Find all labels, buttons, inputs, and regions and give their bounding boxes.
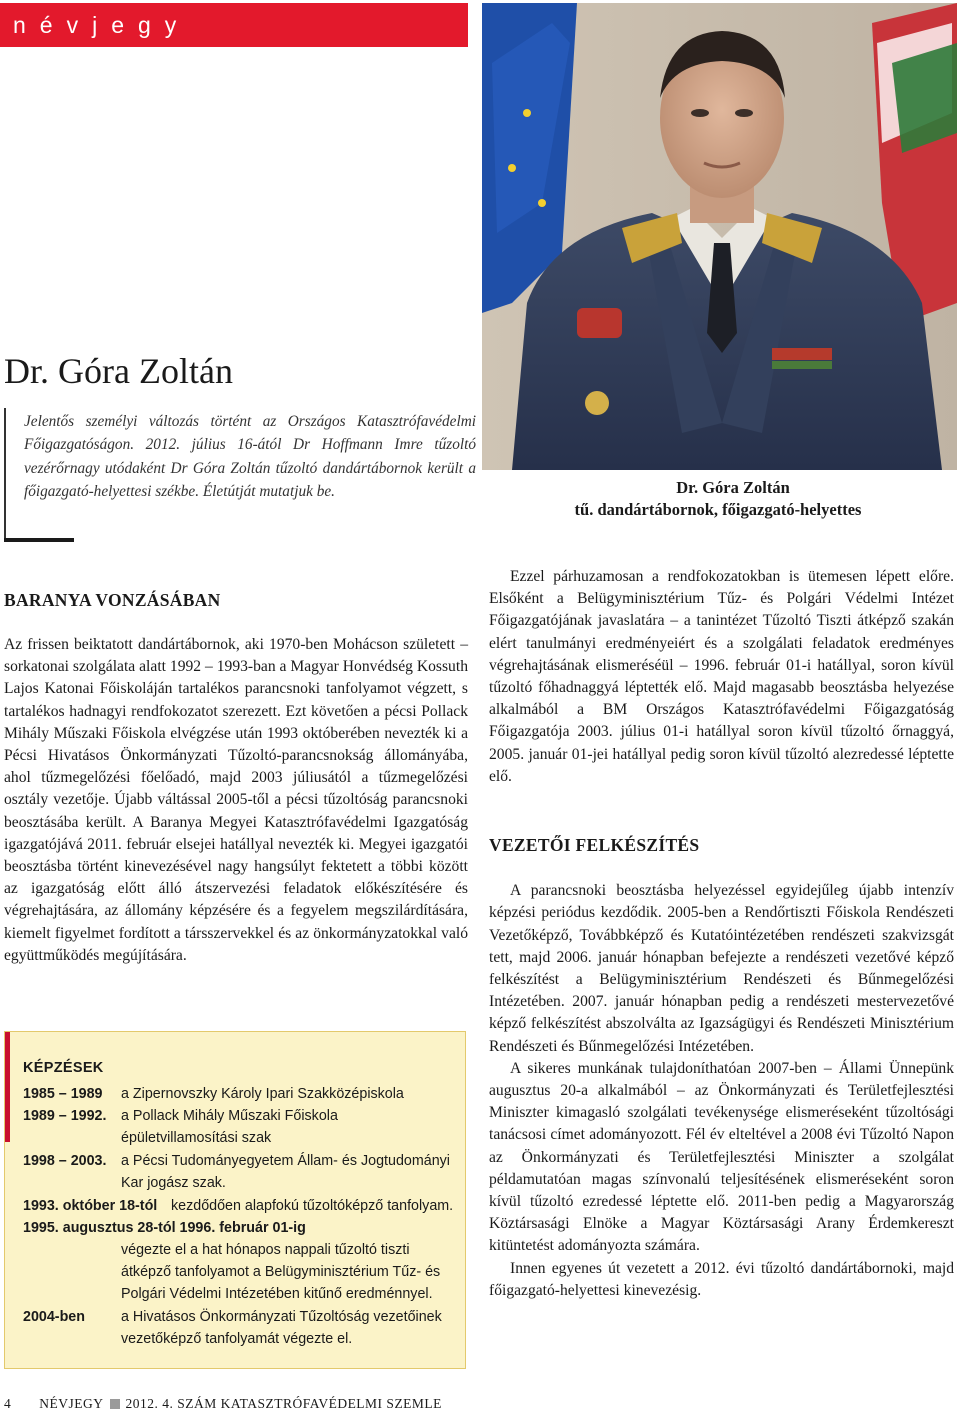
footer-section: NÉVJEGY (39, 1396, 104, 1411)
paragraph-ranks: Ezzel párhuzamosan a rendfokozatokban is ütemesen lépett előre. Elsőként a Belügyminisztérium Tűz- és Polgári Védelmi Intézet Főigazgatójának javaslatára – a tanintézet Tűzoltó Tiszti átképző szakán elért tanulmányi eredményeiért és a szolgálati feladatok eredményes végrehajtásának elismeréséül – 1996. február 01-i hatállyal, soron kívül tűzoltó főhadnaggyá léptették elő. Majd magasabb beosztásba helyezése alkalmából a BM Országos Katasztrófavédelmi Főigazgatóság Főigazgatója 2003. július 01-i hatállyal soron kívül tűzoltó őrnaggyá, 2005. január 01-jei hatállyal pedig soron kívül tűzoltó alezredessé léptette elő. (489, 568, 954, 785)
lead-rule-horizontal (4, 538, 74, 542)
training-text: végezte el a hat hónapos nappali tűzoltó tiszti átképző tanfolyamot a Belügyminisztérium Tűz- és Polgári Védelmi Intézetében kitűnő eredménnyel. (121, 1242, 441, 1302)
training-year: 1993. október 18-tól (23, 1198, 158, 1214)
training-year: 1995. augusztus 28-tól 1996. február 01-ig (23, 1220, 306, 1236)
training-text: a Hivatásos Önkormányzati Tűzoltóság vezetőinek vezetőképző tanfolyamát végezte el. (121, 1309, 442, 1347)
article-lead: Jelentős személyi változás történt az Országos Katasztrófavédelmi Főigazgatóságon. 2012. július 16-ától Dr Hoffmann Imre tűzoltó vezérőrnagy utódaként Dr Góra Zoltán tűzoltó dandártábornok került a főigazgató-helyettesi székbe. Életútját mutatjuk be. (24, 413, 476, 501)
paragraph-vezetoi-1: A parancsnoki beosztásba helyezéssel egyidejűleg újabb intenzív képzési periódus kezdődik. 2005-ben a Rendőrtiszti Főiskola Rendészeti Vezetőképző, Továbbképző és Kutatóintézetében rendészeti szakvizsgát tett, majd 2006. január hónapban befejezte a rendészeti vezetővé képző felkészítést a Belügyminisztérium Rendészeti és Bűnmegelőzési Intézetében. 2007. január hónapban pedig a rendészeti mestervezetővé képző felkészítést abszolválta az Igazságügyi és Rendészeti Minisztérium Rendészeti és Bűnmegelőzési Intézetében. (489, 882, 954, 1055)
footer-square-icon (110, 1399, 120, 1409)
page-footer (4, 1396, 442, 1412)
article-title: Dr. Góra Zoltán (4, 351, 233, 391)
page-number: 4 (4, 1396, 12, 1411)
section-heading-vezetoi: VEZETŐI FELKÉSZÍTÉS (489, 835, 700, 856)
training-year: 1998 – 2003. (23, 1153, 107, 1169)
trainings-box-accent (5, 1032, 10, 1142)
training-year: 1985 – 1989 (23, 1086, 103, 1102)
paragraph-baranya: Az frissen beiktatott dandártábornok, aki 1970-ben Mohácson született – sorkatonai szolgálata alatt 1992 – 1993-ban a Magyar Honvédség Kossuth Lajos Katonai Főiskoláján tartalékos parancsnoki tanfolyamot végzett, s tartalékos hadnagyi rendfokozatot szerezett. Ezt követően a pécsi Pollack Mihály Műszaki Főiskola elvégzése után 1993 októberében nevezték ki a Pécsi Hivatásos Önkormányzati Tűzoltó-parancsnokság állományába, ahol tűzmegelőzési főelőadó, majd 2003 júliusától a tűzmegelőzési osztály vezetője. Újabb váltással 2005-től a pécsi tűzoltóság parancsnoki beosztásába került. A Baranya Megyei Katasztrófavédelmi Igazgatóság igazgatójává 2011. február elsejei hatállyal nevezték ki. Megyei igazgatói beosztásba történt kinevezésével nagy hangsúlyt fektetett a többi között az igazgatóság előtt álló átszervezési feladatok előkészítésére és végrehajtására, az állomány képzésére és a fegyelem megszilárdítására, kiemelt figyelmet fordított a társszervekkel és az önkormányzatokkal való együttműködés megújítására. (4, 636, 468, 964)
training-text: a Zipernovszky Károly Ipari Szakközépiskola (121, 1086, 404, 1102)
section-text-baranya (4, 634, 468, 967)
training-year: 1989 – 1992. (23, 1108, 107, 1124)
training-text: a Pollack Mihály Műszaki Főiskola épületvillamosítási szak (121, 1108, 338, 1146)
footer-issue: 2012. 4. SZÁM KATASZTRÓFAVÉDELMI SZEMLE (125, 1396, 442, 1411)
section-header-label: névjegy (13, 12, 191, 38)
portrait-photo (478, 3, 957, 470)
training-text: a Pécsi Tudományegyetem Állam- és Jogtudományi Kar jogász szak. (121, 1153, 450, 1191)
section-header-bar (0, 3, 468, 47)
photo-caption-role: tű. dandártábornok, főigazgató-helyettes (574, 500, 862, 519)
right-column (489, 566, 954, 1302)
paragraph-vezetoi-3: Innen egyenes út vezetett a 2012. évi tűzoltó dandártábornoki, majd főigazgató-helyettesi kinevezésig. (489, 1259, 954, 1299)
trainings-box (4, 1031, 466, 1369)
lead-rule-vertical (4, 408, 6, 540)
training-year: 2004-ben (23, 1309, 85, 1325)
paragraph-vezetoi-2: A sikeres munkának tulajdoníthatóan 2007-ben – Állami Ünnepünk augusztus 20-a alkalmából – az Önkormányzati és Területfejlesztési Miniszter kimagasló szolgálati tevékenysége elismeréseként tűzoltósági tanácsosi címet adományozott. Fél év elteltével a 2008 évi Tűzoltó Napon az Önkormányzati és Területfejlesztési Miniszter a szolgálat példamutatóan magas színvonalú teljesítésének elismeréseként soron kívül tűzoltó ezredessé léptette elő. 2011-ben pedig a Magyarország Köztársasági Elnöke a Magyar Köztársasági Arany Érdemkereszt kitüntetést adományozta számára. (489, 1059, 954, 1255)
training-text: kezdődően alapfokú tűzoltóképző tanfolyam. (171, 1198, 454, 1214)
photo-caption-name: Dr. Góra Zoltán (676, 478, 790, 497)
section-heading-baranya: BARANYA VONZÁSÁBAN (4, 590, 221, 610)
trainings-title: KÉPZÉSEK (23, 1060, 104, 1076)
